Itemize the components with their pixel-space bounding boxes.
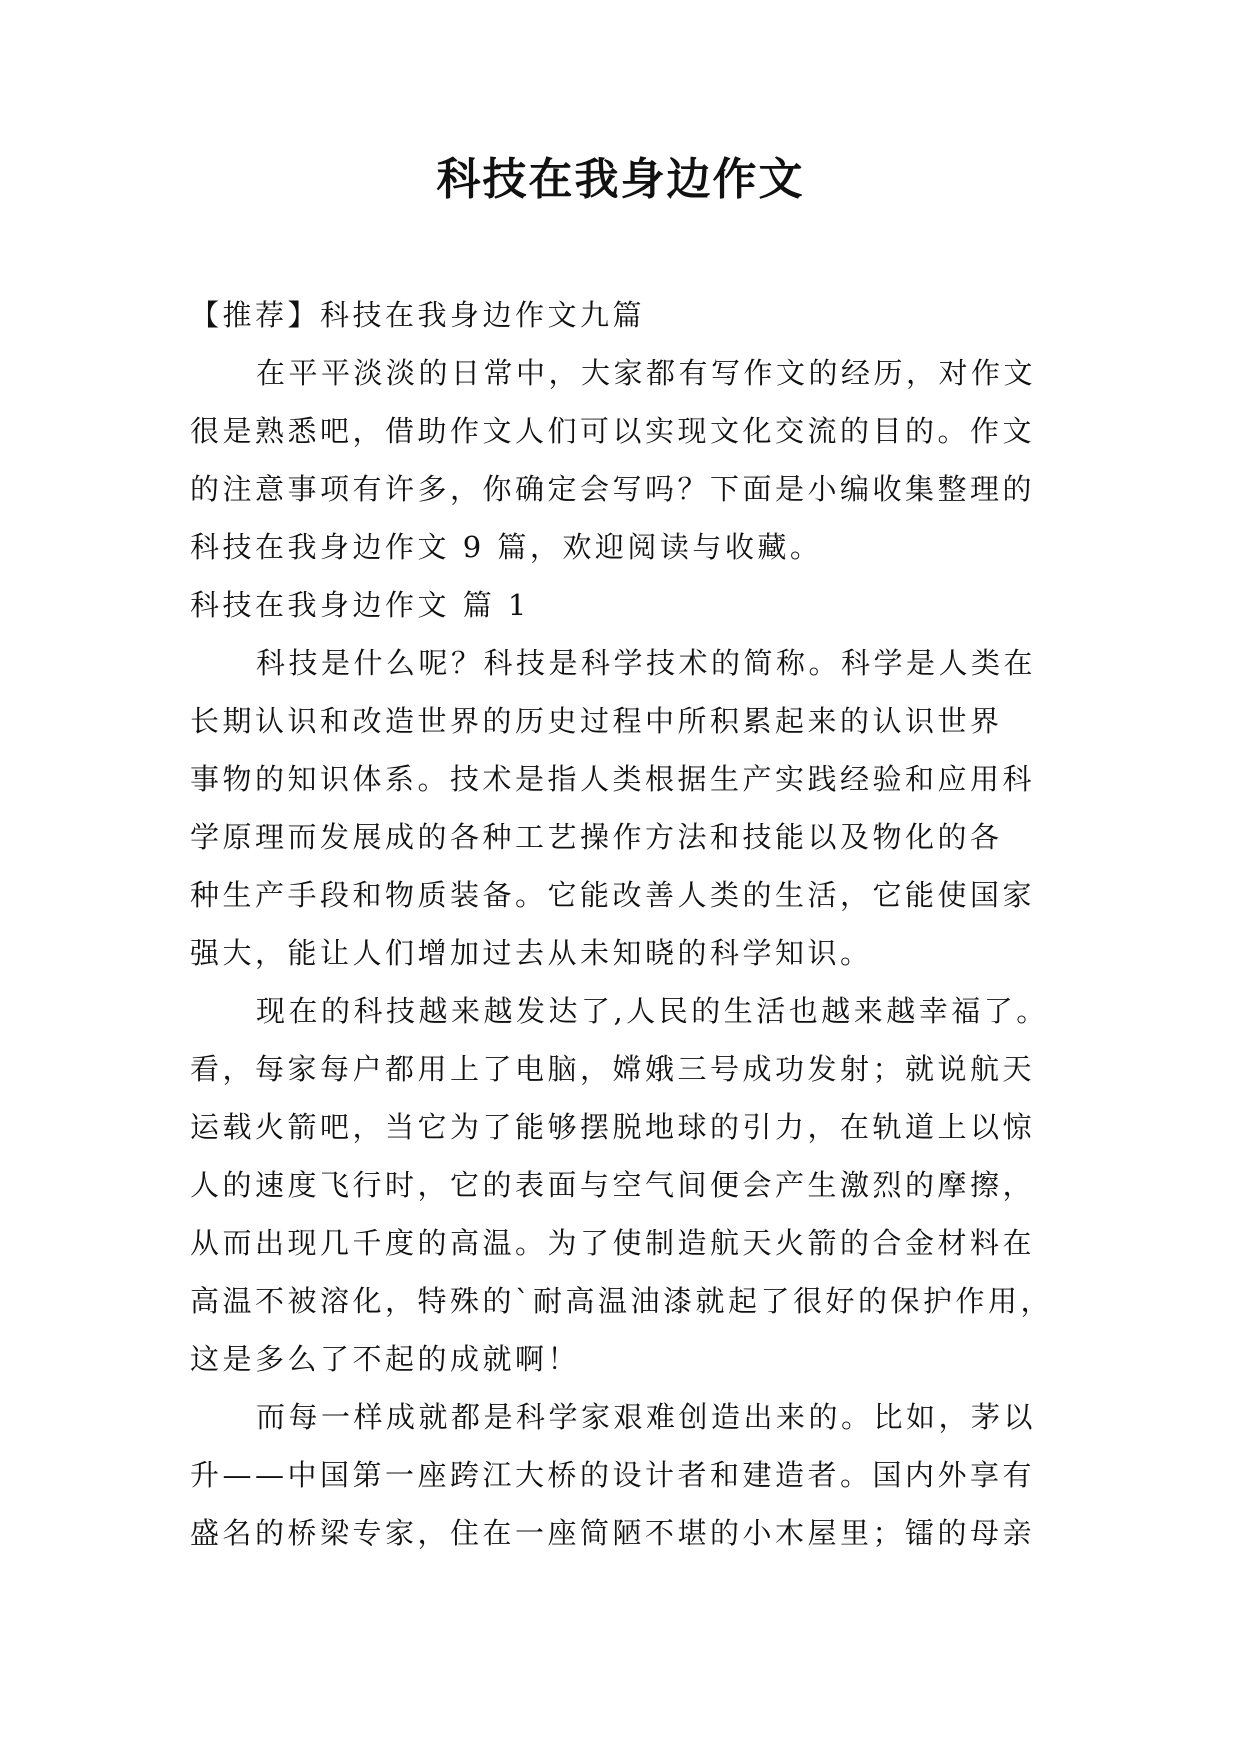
text-line: 科技是什么呢？科技是科学技术的简称。科学是人类在	[256, 646, 1037, 680]
text-line: 学原理而发展成的各种工艺操作方法和技能以及物化的各	[190, 820, 1003, 854]
text-line: 现在的科技越来越发达了,人民的生活也越来越幸福了。	[256, 994, 1049, 1028]
text-line: 的注意事项有许多，你确定会写吗？下面是小编收集整理的	[190, 472, 1036, 506]
text-line: 在平平淡淡的日常中，大家都有写作文的经历，对作文	[256, 356, 1037, 390]
text-line: 升——中国第一座跨江大桥的设计者和建造者。国内外享有	[190, 1458, 1036, 1492]
text-line: 科技在我身边作文 篇 1	[190, 588, 530, 622]
document-body	[190, 286, 1060, 1562]
text-line: 人的速度飞行时，它的表面与空气间便会产生激烈的摩擦，	[190, 1168, 1036, 1202]
document-title: 科技在我身边作文	[436, 154, 805, 205]
text-line: 事物的知识体系。技术是指人类根据生产实践经验和应用科	[190, 762, 1036, 796]
text-line: 种生产手段和物质装备。它能改善人类的生活，它能使国家	[190, 878, 1036, 912]
text-line: 这是多么了不起的成就啊！	[190, 1342, 581, 1376]
text-line: 强大，能让人们增加过去从未知晓的科学知识。	[190, 936, 873, 970]
text-line: 看，每家每户都用上了电脑，嫦娥三号成功发射；就说航天	[190, 1052, 1036, 1086]
text-line: 【推荐】科技在我身边作文九篇	[190, 298, 646, 332]
text-line: 长期认识和改造世界的历史过程中所积累起来的认识世界	[190, 704, 1003, 738]
text-line: 高温不被溶化，特殊的`耐高温油漆就起了很好的保护作用，	[190, 1284, 1054, 1318]
text-line: 盛名的桥梁专家，住在一座简陋不堪的小木屋里；镭的母亲	[190, 1516, 1036, 1550]
text-line: 很是熟悉吧，借助作文人们可以实现文化交流的目的。作文	[190, 414, 1036, 448]
text-line: 科技在我身边作文 9 篇，欢迎阅读与收藏。	[190, 530, 823, 564]
text-line: 运载火箭吧，当它为了能够摆脱地球的引力，在轨道上以惊	[190, 1110, 1036, 1144]
text-line: 而每一样成就都是科学家艰难创造出来的。比如，茅以	[256, 1400, 1037, 1434]
text-line: 从而出现几千度的高温。为了使制造航天火箭的合金材料在	[190, 1226, 1036, 1260]
